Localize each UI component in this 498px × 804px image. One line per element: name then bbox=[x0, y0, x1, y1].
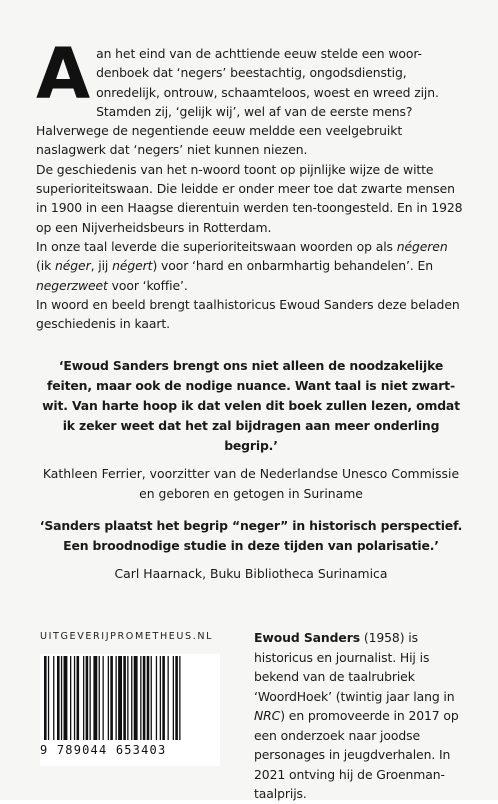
barcode-bar bbox=[116, 656, 117, 740]
italic-word: NRC bbox=[254, 708, 281, 723]
italic-word: néger bbox=[55, 258, 91, 274]
barcode-bar bbox=[168, 656, 169, 740]
author-bio bbox=[254, 628, 470, 804]
barcode-bar bbox=[156, 656, 157, 740]
barcode-bar bbox=[83, 656, 84, 740]
italic-word: négeren bbox=[396, 238, 448, 254]
blurb-text: In onze taal leverde die superioriteitswaan woorden op als bbox=[36, 238, 397, 254]
isbn-number: 9 789044 653403 bbox=[40, 743, 167, 757]
barcode-bar bbox=[103, 656, 104, 740]
blurb-text: voor ‘koffie’. bbox=[107, 277, 188, 293]
barcode-bar bbox=[64, 656, 68, 740]
barcode-bar bbox=[99, 656, 100, 740]
barcode-bar bbox=[93, 656, 97, 740]
quote-text: ‘Ewoud Sanders brengt ons niet alleen de noodzakelijke feiten, maar ook de nodige nuance. Want taal is niet zwart-wit. Van harte hoop ik dat velen dit boek zullen lezen, omdat ik zeker weet dat het zal bijdragen aan meer onderling begrip.’ bbox=[42, 358, 460, 453]
bio-text: (1958) is historicus en journalist. Hij is bekend van de taalrubriek ‘WoordHoek’ (twintig jaar lang in bbox=[254, 630, 455, 704]
bio-text: ) en promoveerde in 2017 op een onderzoek naar joodse personages in jeugdverhalen. In 2021 ontving hij de Groenman-taalprijs. bbox=[254, 708, 459, 801]
barcode-bar bbox=[127, 656, 128, 740]
blurb-paragraph-2: De geschiedenis van het n-woord toont op pijnlijke wijze de witte superioriteitswaan. Die leidde er onder meer toe dat zwarte mensen in 1900 in een Haagse dierentuin werden ten-toongesteld. En in 1928 op een Nijverheidsbeurs in Rotterdam. bbox=[36, 161, 463, 235]
blurb-text: ) voor ‘hard en onbarmhartig behandelen’. En bbox=[152, 258, 433, 274]
barcode-bar bbox=[151, 656, 152, 740]
author-name: Ewoud Sanders bbox=[254, 630, 360, 645]
barcode-bar bbox=[131, 656, 132, 740]
barcode-bars bbox=[40, 654, 220, 742]
blurb-text: (ik bbox=[36, 258, 55, 274]
barcode-bar bbox=[162, 656, 165, 740]
barcode-bar bbox=[179, 656, 180, 740]
blurb-paragraph-3 bbox=[36, 237, 466, 295]
barcode-bar bbox=[74, 656, 75, 740]
barcode-bar bbox=[110, 656, 113, 740]
drop-cap: A bbox=[36, 33, 91, 115]
barcode-bar bbox=[57, 656, 60, 740]
barcode-bar bbox=[86, 656, 89, 740]
barcode-bar bbox=[160, 656, 161, 740]
italic-word: négert bbox=[112, 258, 153, 274]
italic-word: negerzweet bbox=[36, 277, 108, 293]
blurb-paragraph-4: In woord en beeld brengt taalhistoricus Ewoud Sanders deze beladen geschiedenis in kaart. bbox=[36, 296, 460, 332]
publisher-url: UITGEVERIJPROMETHEUS.NL bbox=[40, 631, 214, 642]
barcode-bar bbox=[140, 656, 141, 740]
blurb-text: , jij bbox=[90, 258, 113, 274]
barcode-bar bbox=[44, 656, 47, 740]
barcode-bar bbox=[48, 656, 49, 740]
review-quote-1 bbox=[36, 356, 466, 504]
barcode-bar bbox=[173, 656, 174, 740]
barcode-bar bbox=[143, 656, 146, 740]
barcode-bar bbox=[77, 656, 80, 740]
review-quote-2 bbox=[36, 516, 466, 584]
barcode-bar bbox=[134, 656, 138, 740]
barcode-bar bbox=[61, 656, 62, 740]
barcode-bar bbox=[175, 656, 178, 740]
quote-text: ‘Sanders plaatst het begrip “neger” in historisch perspectief. Een broodnodige studie in deze tijden van polarisatie.’ bbox=[39, 518, 463, 553]
barcode-bar bbox=[147, 656, 150, 740]
blurb-paragraph-1 bbox=[36, 33, 466, 160]
barcode-bar bbox=[123, 656, 126, 740]
barcode-bar bbox=[90, 656, 91, 740]
quote-attribution: Carl Haarnack, Buku Bibliotheca Surinamica bbox=[114, 566, 388, 581]
barcode-bar bbox=[118, 656, 122, 740]
barcode-bar bbox=[70, 656, 71, 740]
blurb bbox=[36, 33, 466, 333]
blurb-text: an het eind van de achttiende eeuw stelde een woor-denboek dat ‘negers’ beestachtig, ongodsdienstig, onredelijk, ontrouw, schaamteloos, woest en wreed zijn. Stamden zij, ‘gelijk wij’, wel af van de eerste mens? Halverwege de negentiende eeuw meldde een veelgebruikt naslagwerk dat ‘negers’ niet kunnen niezen. bbox=[36, 46, 439, 158]
barcode-bar bbox=[108, 656, 109, 740]
quote-attribution: Kathleen Ferrier, voorzitter van de Nederlandse Unesco Commissie en geboren en getogen in Suriname bbox=[42, 466, 460, 501]
barcode-bar bbox=[53, 656, 54, 740]
